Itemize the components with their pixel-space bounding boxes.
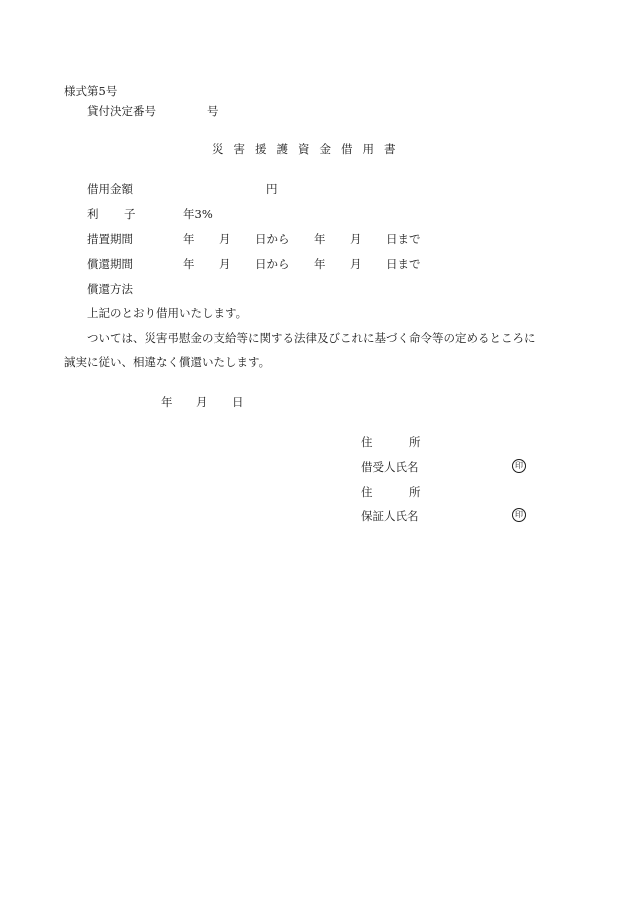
title-char: 護	[276, 142, 288, 156]
repayment-month-from: 月	[219, 257, 231, 271]
repayment-year-from: 年	[183, 257, 195, 271]
deferment-day-to: 日まで	[386, 232, 421, 246]
title-char: 資	[298, 142, 310, 156]
interest-label-b: 子	[124, 207, 136, 221]
borrower-name-label: 借受人氏名	[361, 460, 419, 474]
repayment-period-label: 償還期間	[87, 257, 133, 271]
loan-decision-suffix: 号	[207, 104, 219, 118]
interest-value: 年3%	[183, 207, 213, 221]
deferment-label: 措置期間	[87, 232, 133, 246]
guarantor-seal-icon: 印	[512, 508, 526, 522]
deferment-year-from: 年	[183, 232, 195, 246]
repayment-month-to: 月	[350, 257, 362, 271]
body-line-3: 誠実に従い、相違なく償還いたします。	[64, 355, 271, 369]
interest-label-a: 利	[87, 207, 99, 221]
guarantor-address-label-b: 所	[409, 485, 421, 499]
title-char: 借	[341, 142, 353, 156]
borrower-seal-icon: 印	[512, 459, 526, 473]
body-line-2: ついては、災害弔慰金の支給等に関する法律及びこれに基づく命令等の定めるところに	[87, 331, 536, 345]
deferment-day-from: 日から	[255, 232, 290, 246]
loan-decision-label: 貸付決定番号	[87, 104, 156, 118]
date-year: 年	[161, 395, 173, 409]
guarantor-address-label-a: 住	[361, 485, 373, 499]
body-line-1: 上記のとおり借用いたします。	[87, 306, 248, 320]
title-char: 災	[212, 142, 224, 156]
deferment-month-from: 月	[219, 232, 231, 246]
deferment-month-to: 月	[350, 232, 362, 246]
repayment-method-label: 償還方法	[87, 282, 133, 296]
repayment-year-to: 年	[314, 257, 326, 271]
title-char: 金	[319, 142, 331, 156]
guarantor-name-label: 保証人氏名	[361, 509, 419, 523]
title-char: 援	[255, 142, 267, 156]
document-title	[212, 142, 396, 156]
borrower-address-label-a: 住	[361, 435, 373, 449]
title-char: 書	[384, 142, 396, 156]
amount-label: 借用金額	[87, 182, 133, 196]
title-char: 害	[233, 142, 245, 156]
repayment-day-to: 日まで	[386, 257, 421, 271]
form-number: 様式第5号	[64, 84, 118, 98]
deferment-year-to: 年	[314, 232, 326, 246]
date-month: 月	[196, 395, 208, 409]
title-char: 用	[362, 142, 374, 156]
amount-unit: 円	[266, 182, 278, 196]
borrower-address-label-b: 所	[409, 435, 421, 449]
date-day: 日	[232, 395, 244, 409]
repayment-day-from: 日から	[255, 257, 290, 271]
